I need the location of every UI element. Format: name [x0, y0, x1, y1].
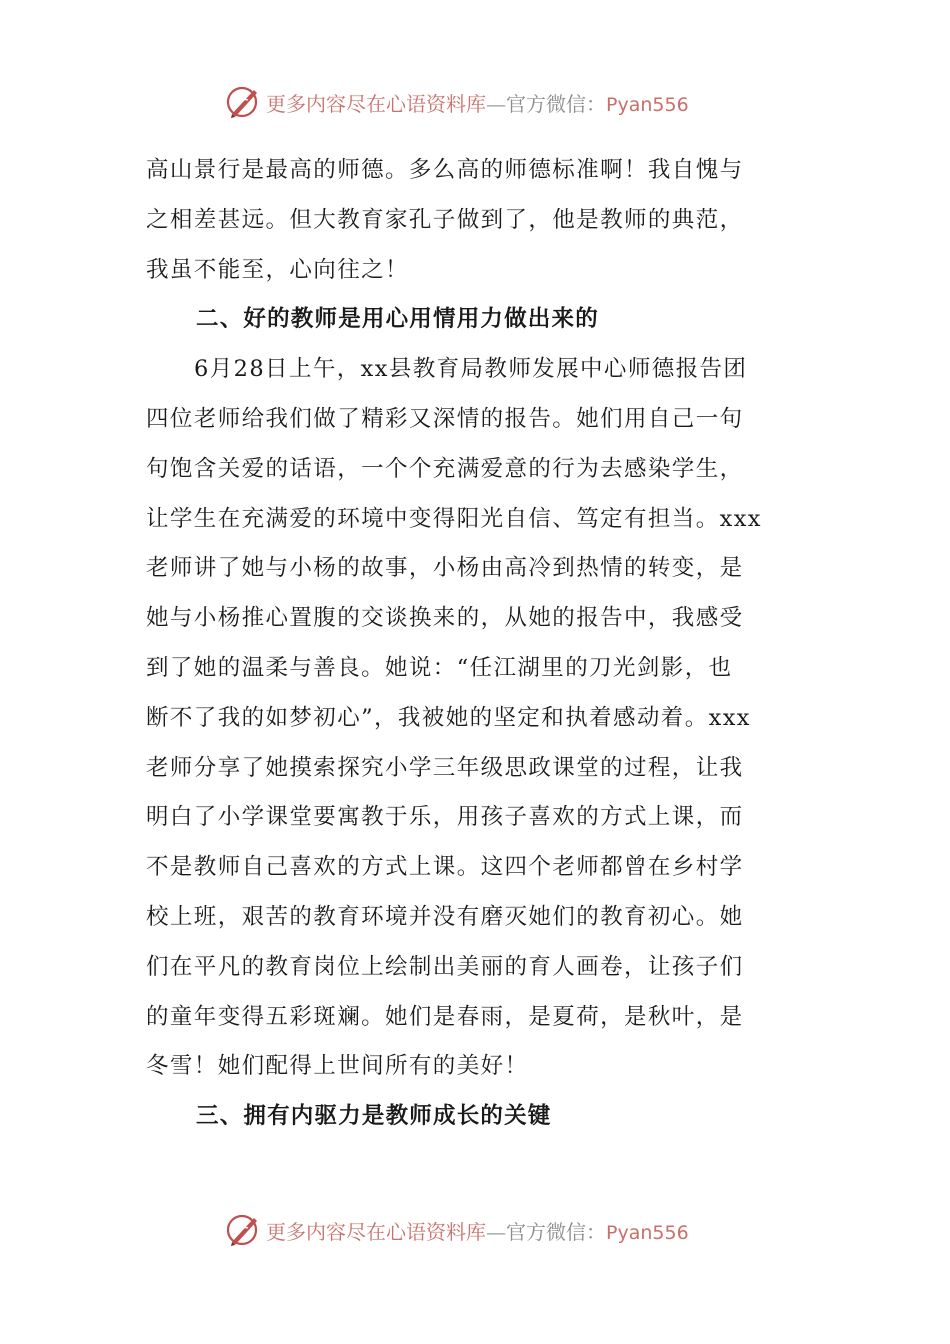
pen-logo-icon — [226, 1212, 262, 1248]
body-line: 她与小杨推心置腹的交谈换来的，从她的报告中，我感受 — [146, 605, 744, 632]
header-banner-text — [266, 88, 689, 117]
section-heading-2: 二、好的教师是用心用情用力做出来的 — [196, 306, 599, 333]
header-banner-wechat-id: Pyan556 — [606, 93, 689, 116]
body-line: 老师分享了她摸索探究小学三年级思政课堂的过程，让我 — [146, 754, 744, 781]
body-line: 6月28日上午，xx县教育局教师发展中心师德报告团 — [194, 356, 748, 383]
body-line: 不是教师自己喜欢的方式上课。这四个老师都曾在乡村学 — [146, 854, 744, 881]
header-banner-title: 更多内容尽在心语资料库 — [266, 91, 486, 116]
footer-banner-title: 更多内容尽在心语资料库 — [266, 1219, 486, 1244]
footer-banner — [226, 1210, 746, 1250]
body-line: 高山景行是最高的师德。多么高的师德标准啊！我自愧与 — [146, 157, 744, 183]
header-banner — [226, 82, 746, 122]
body-line: 句饱含关爱的话语，一个个充满爱意的行为去感染学生， — [146, 455, 744, 482]
footer-banner-wechat-label: 官方微信： — [506, 1219, 606, 1244]
body-line: 到了她的温柔与善良。她说：“任江湖里的刀光剑影，也 — [146, 654, 733, 681]
body-line: 四位老师给我们做了精彩又深情的报告。她们用自己一句 — [146, 405, 744, 432]
footer-banner-wechat-id: Pyan556 — [606, 1221, 689, 1244]
footer-banner-text — [266, 1216, 689, 1245]
body-line: 冬雪！她们配得上世间所有的美好！ — [146, 1053, 529, 1080]
header-banner-dash: — — [486, 91, 506, 116]
footer-banner-dash: — — [486, 1219, 506, 1244]
body-line: 的童年变得五彩斑斓。她们是春雨，是夏荷，是秋叶，是 — [146, 1003, 744, 1030]
body-line: 们在平凡的教育岗位上绘制出美丽的育人画卷，让孩子们 — [146, 953, 744, 980]
pen-logo-icon — [226, 84, 262, 120]
body-line: 断不了我的如梦初心”，我被她的坚定和执着感动着。xxx — [146, 704, 751, 731]
body-line: 校上班，艰苦的教育环境并没有磨灭她们的教育初心。她 — [146, 903, 744, 930]
body-line: 让学生在充满爱的环境中变得阳光自信、笃定有担当。xxx — [146, 505, 762, 532]
body-line: 我虽不能至，心向往之！ — [146, 256, 409, 283]
section-heading-3: 三、拥有内驱力是教师成长的关键 — [196, 1103, 552, 1130]
document-body — [146, 146, 802, 1142]
body-line: 明白了小学课堂要寓教于乐，用孩子喜欢的方式上课，而 — [146, 804, 744, 831]
body-line: 之相差甚远。但大教育家孔子做到了，他是教师的典范， — [146, 206, 744, 233]
header-banner-wechat-label: 官方微信： — [506, 91, 606, 116]
body-line: 老师讲了她与小杨的故事，小杨由高冷到热情的转变，是 — [146, 555, 744, 582]
